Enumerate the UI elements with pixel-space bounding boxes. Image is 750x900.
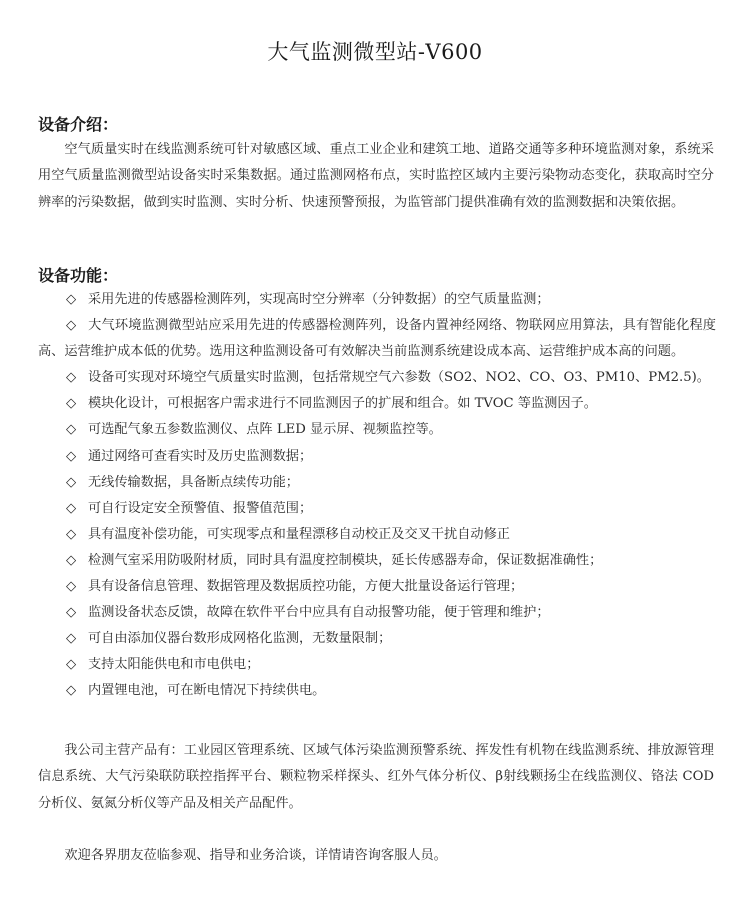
diamond-bullet-icon: ◇ bbox=[66, 657, 77, 673]
feature-item bbox=[38, 496, 716, 522]
feature-item bbox=[38, 287, 716, 313]
products-paragraph: 我公司主营产品有：工业园区管理系统、区域气体污染监测预警系统、挥发性有机物在线监测系统、排放源管理信息系统、大气污染联防联控指挥平台、颗粒物采样探头、红外气体分析仪、β射线颗扬尘在线监测仪、铬法 COD 分析仪、氨氮分析仪等产品及相关产品配件。 bbox=[38, 743, 714, 811]
diamond-bullet-icon: ◇ bbox=[66, 526, 77, 542]
feature-item bbox=[38, 574, 716, 600]
diamond-bullet-icon: ◇ bbox=[66, 396, 77, 412]
feature-item bbox=[38, 391, 716, 417]
feature-item bbox=[38, 417, 716, 443]
feature-item bbox=[38, 652, 716, 678]
features-list bbox=[38, 287, 716, 705]
feature-item bbox=[38, 626, 716, 652]
diamond-bullet-icon: ◇ bbox=[66, 500, 77, 516]
feature-text: 检测气室采用防吸附材质，同时具有温度控制模块，延长传感器寿命，保证数据准确性； bbox=[88, 552, 603, 568]
feature-text: 可自由添加仪器台数形成网格化监测，无数量限制； bbox=[88, 631, 392, 647]
diamond-bullet-icon: ◇ bbox=[66, 631, 77, 647]
feature-text: 支持太阳能供电和市电供电； bbox=[88, 657, 260, 673]
features-heading: 设备功能： bbox=[38, 266, 119, 285]
feature-text: 通过网络可查看实时及历史监测数据； bbox=[88, 448, 313, 464]
feature-text: 无线传输数据，具备断点续传功能； bbox=[88, 474, 299, 490]
feature-item bbox=[38, 365, 716, 391]
intro-heading: 设备介绍： bbox=[38, 115, 119, 134]
feature-text: 具有设备信息管理、数据管理及数据质控功能，方便大批量设备运行管理； bbox=[88, 579, 524, 595]
diamond-bullet-icon: ◇ bbox=[66, 579, 77, 595]
feature-text: 采用先进的传感器检测阵列，实现高时空分辨率（分钟数据）的空气质量监测； bbox=[88, 292, 550, 307]
feature-text: 可选配气象五参数监测仪、点阵 LED 显示屏、视频监控等。 bbox=[88, 422, 442, 438]
feature-text: 监测设备状态反馈，故障在软件平台中应具有自动报警功能，便于管理和维护； bbox=[88, 605, 550, 621]
feature-item bbox=[38, 522, 716, 548]
feature-item bbox=[38, 470, 716, 496]
diamond-bullet-icon: ◇ bbox=[66, 370, 77, 386]
diamond-bullet-icon: ◇ bbox=[66, 474, 77, 490]
diamond-bullet-icon: ◇ bbox=[66, 552, 77, 568]
feature-item bbox=[38, 600, 716, 626]
diamond-bullet-icon: ◇ bbox=[66, 318, 77, 334]
feature-item bbox=[38, 444, 716, 470]
feature-text: 大气环境监测微型站应采用先进的传感器检测阵列，设备内置神经网络、物联网应用算法，具有智能化程度高、运营维护成本低的优势。选用这种监测设备可有效解决当前监测系统建设成本高、运营维护成本高的问题。 bbox=[38, 318, 716, 360]
feature-text: 具有温度补偿功能，可实现零点和量程漂移自动校正及交叉干扰自动修正 bbox=[88, 526, 510, 542]
feature-text: 内置锂电池，可在断电情况下持续供电。 bbox=[88, 683, 326, 699]
feature-text: 模块化设计，可根据客户需求进行不同监测因子的扩展和组合。如 TVOC 等监测因子。 bbox=[88, 396, 597, 412]
diamond-bullet-icon: ◇ bbox=[66, 683, 77, 699]
feature-item bbox=[38, 678, 716, 704]
page-title: 大气监测微型站-V600 bbox=[267, 40, 483, 64]
diamond-bullet-icon: ◇ bbox=[66, 448, 77, 464]
intro-paragraph: 空气质量实时在线监测系统可针对敏感区域、重点工业企业和建筑工地、道路交通等多种环境监测对象，系统采用空气质量监测微型站设备实时采集数据。通过监测网格布点，实时监控区域内主要污染物动态变化，获取高时空分辨率的污染数据，做到实时监测、实时分析、快速预警预报，为监管部门提供准确有效的监测数据和决策依据。 bbox=[38, 142, 714, 210]
feature-text: 设备可实现对环境空气质量实时监测，包括常规空气六参数（SO2、NO2、CO、O3、PM10、PM2.5)。 bbox=[88, 370, 710, 386]
feature-item bbox=[38, 313, 716, 365]
diamond-bullet-icon: ◇ bbox=[66, 422, 77, 438]
feature-item bbox=[38, 548, 716, 574]
closing-paragraph: 欢迎各界朋友莅临参观、指导和业务洽谈，详情请咨询客服人员。 bbox=[64, 848, 447, 863]
diamond-bullet-icon: ◇ bbox=[66, 292, 77, 307]
diamond-bullet-icon: ◇ bbox=[66, 605, 77, 621]
feature-text: 可自行设定安全预警值、报警值范围； bbox=[88, 500, 313, 516]
